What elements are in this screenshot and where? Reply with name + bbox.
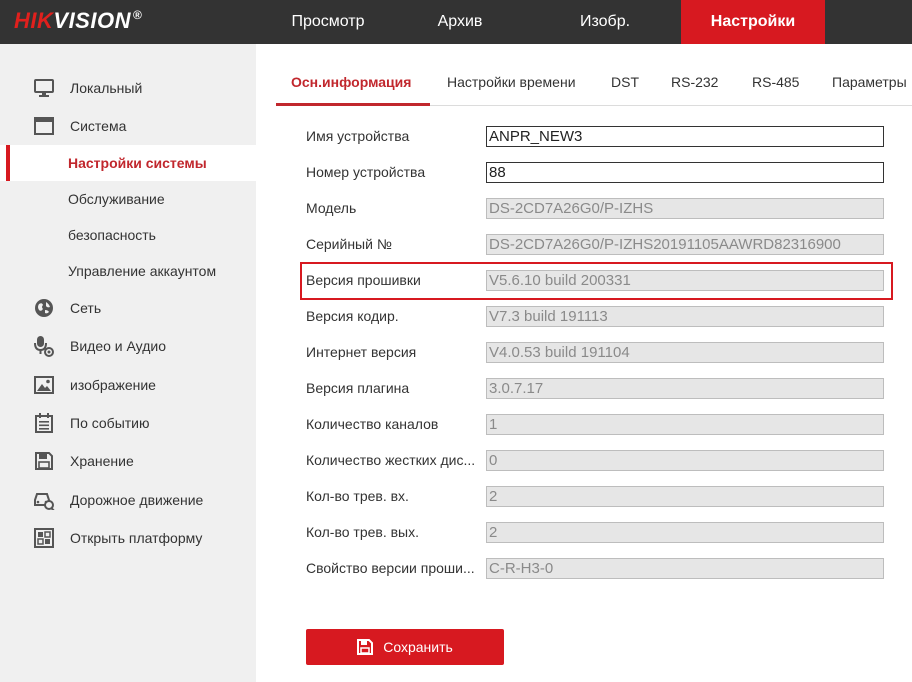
sidebar-item-video-audio[interactable]: [0, 328, 256, 364]
field-label: Модель: [306, 200, 357, 216]
alarm-outputs-input: [486, 522, 884, 543]
sidebar-subitem-maintenance[interactable]: [0, 181, 256, 217]
field-device-name: [306, 126, 886, 148]
sidebar-item-image[interactable]: [0, 367, 256, 403]
tab-dst[interactable]: DST: [611, 74, 639, 90]
calendar-event-icon: [33, 413, 55, 433]
sidebar-subitem-label: безопасность: [68, 227, 156, 243]
field-label: Имя устройства: [306, 128, 410, 144]
field-label: Кол-во трев. вх.: [306, 488, 409, 504]
sidebar-item-local[interactable]: [0, 70, 256, 106]
field-label: Количество каналов: [306, 416, 439, 432]
alarm-inputs-input: [486, 486, 884, 507]
field-label: Количество жестких дис...: [306, 452, 476, 468]
tab-basic-information[interactable]: Осн.информация: [291, 74, 412, 90]
field-label: Серийный №: [306, 236, 392, 252]
nav-playback[interactable]: Архив: [437, 13, 483, 30]
field-alarm-outputs: [306, 522, 886, 544]
web-version-input: [486, 342, 884, 363]
sidebar-item-traffic[interactable]: [0, 482, 256, 518]
microphone-camera-icon: [33, 336, 55, 356]
field-plugin-version: [306, 378, 886, 400]
system-window-icon: [33, 116, 55, 136]
sidebar-item-network[interactable]: [0, 290, 256, 326]
platform-grid-icon: [33, 528, 55, 548]
field-web-version: [306, 342, 886, 364]
sidebar-item-label: Дорожное движение: [70, 492, 204, 508]
globe-icon: [33, 298, 55, 318]
firmware-property-input: [486, 558, 884, 579]
sidebar-item-label: Система: [70, 118, 127, 134]
field-label: Номер устройства: [306, 164, 426, 180]
sidebar-item-label: изображение: [70, 377, 156, 393]
field-alarm-inputs: [306, 486, 886, 508]
field-label: Кол-во трев. вых.: [306, 524, 420, 540]
field-device-number: [306, 162, 886, 184]
logo-text-vision: VISION: [53, 8, 131, 33]
sidebar-item-label: По событию: [70, 415, 150, 431]
field-encoding-version: [306, 306, 886, 328]
channel-count-input: [486, 414, 884, 435]
active-tab-indicator: [276, 103, 430, 106]
storage-disk-icon: [33, 451, 55, 471]
sidebar-subitem-label: Управление аккаунтом: [68, 263, 217, 279]
logo-registered-mark: ®: [132, 8, 143, 22]
field-label: Версия кодир.: [306, 308, 399, 324]
main-content: [256, 44, 912, 682]
field-hdd-count: [306, 450, 886, 472]
field-model: [306, 198, 886, 220]
field-label: Версия плагина: [306, 380, 410, 396]
field-channel-count: [306, 414, 886, 436]
device-name-input[interactable]: [486, 126, 884, 147]
sidebar-item-event[interactable]: [0, 405, 256, 441]
save-button[interactable]: [306, 629, 504, 665]
sidebar-subitem-security[interactable]: [0, 217, 256, 253]
hdd-count-input: [486, 450, 884, 471]
nav-picture[interactable]: Изобр.: [579, 13, 631, 30]
sidebar-item-label: Сеть: [70, 300, 102, 316]
field-serial-number: [306, 234, 886, 256]
top-navigation-bar: [0, 0, 912, 44]
sidebar-subitem-user-management[interactable]: [0, 253, 256, 289]
nav-configuration[interactable]: Настройки: [681, 0, 825, 44]
sidebar-item-open-platform[interactable]: [0, 520, 256, 556]
sidebar-item-label: Хранение: [70, 453, 134, 469]
encoding-version-input: [486, 306, 884, 327]
sidebar-subitem-label: Обслуживание: [68, 191, 165, 207]
monitor-icon: [33, 78, 55, 98]
firmware-version-highlight-box: [300, 262, 893, 300]
device-number-input[interactable]: [486, 162, 884, 183]
sidebar-item-label: Локальный: [70, 80, 143, 96]
serial-number-input: [486, 234, 884, 255]
sidebar-item-storage[interactable]: [0, 443, 256, 479]
image-icon: [33, 375, 55, 395]
field-label: Версия прошивки: [306, 272, 421, 288]
tab-rs485[interactable]: RS-485: [752, 74, 800, 90]
field-firmware-property: [306, 558, 886, 580]
tab-parameters[interactable]: Параметры: [832, 74, 907, 90]
save-floppy-icon: [357, 639, 373, 655]
sidebar-item-label: Открыть платформу: [70, 530, 203, 546]
save-button-label: Сохранить: [383, 639, 453, 655]
traffic-car-icon: [33, 490, 55, 510]
field-label: Свойство версии проши...: [306, 560, 475, 576]
settings-tab-bar: [276, 66, 912, 106]
plugin-version-input: [486, 378, 884, 399]
sidebar-item-system[interactable]: [0, 108, 256, 144]
hikvision-logo: [14, 8, 142, 34]
nav-live-view[interactable]: Просмотр: [291, 13, 365, 30]
tab-time-settings[interactable]: Настройки времени: [447, 74, 576, 90]
field-label: Интернет версия: [306, 344, 417, 360]
model-input: [486, 198, 884, 219]
sidebar-subitem-system-settings[interactable]: [0, 145, 256, 181]
logo-text-hik: HIK: [14, 8, 54, 33]
sidebar-subitem-label: Настройки системы: [68, 155, 207, 171]
tab-rs232[interactable]: RS-232: [671, 74, 719, 90]
sidebar-menu: [0, 44, 256, 682]
sidebar-item-label: Видео и Аудио: [70, 338, 166, 354]
